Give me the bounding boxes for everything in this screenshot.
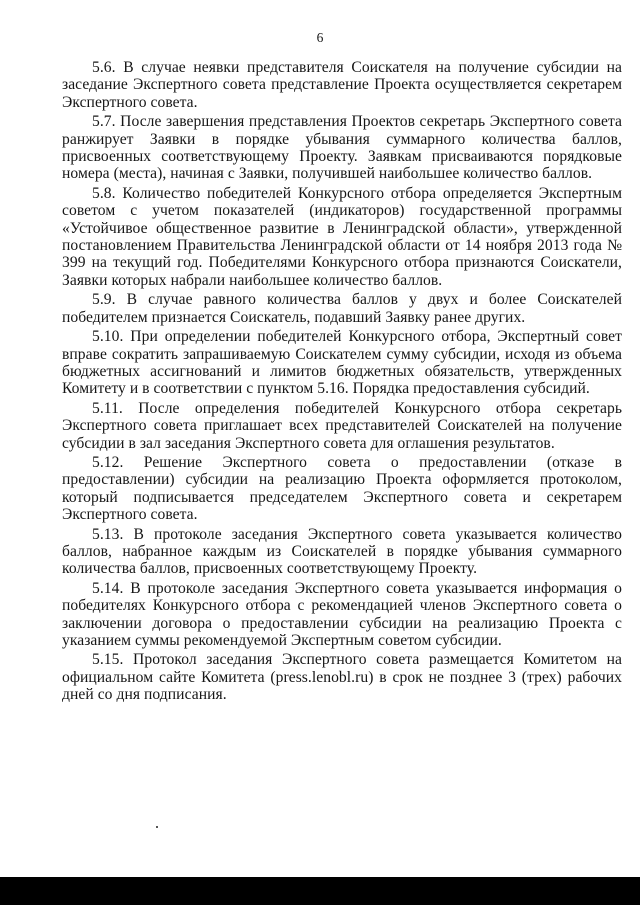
scan-bottom-edge [0,877,640,905]
paragraph-5-7: 5.7. После завершения представления Проектов секретарь Экспертного совета ранжирует Заявки в порядке убывания суммарного количества баллов, присвоенных соответствующему Проекту. Заявкам присваиваются порядковые номера (места), начиная с Заявки, получившей наибольшее количество баллов. [62,113,622,183]
document-body [62,59,622,706]
paragraph-5-6: 5.6. В случае неявки представителя Соискателя на получение субсидии на заседание Экспертного совета представление Проекта осуществляется секретарем Экспертного совета. [62,59,622,111]
scan-speck [156,826,158,828]
paragraph-5-12: 5.12. Решение Экспертного совета о предоставлении (отказе в предоставлении) субсидии на реализацию Проекта оформляется протоколом, который подписывается председателем Экспертного совета и секретарем Экспертного совета. [62,453,622,524]
paragraph-5-14: 5.14. В протоколе заседания Экспертного совета указывается информация о победителях Конкурсного отбора с рекомендацией членов Экспертного совета о заключении договора о предоставлении субсидии на реализацию Проекта с указанием суммы рекомендуемой Экспертным советом субсидии. [62,579,622,649]
paragraph-5-11: 5.11. После определения победителей Конкурсного отбора секретарь Экспертного совета приглашает всех представителей Соискателей на получение субсидии в зал заседания Экспертного совета для оглашения результатов. [62,399,622,452]
paragraph-5-8: 5.8. Количество победителей Конкурсного отбора определяется Экспертным советом с учетом показателей (индикаторов) государственной программы «Устойчивое общественное развитие в Ленинградской области», утвержденной постановлением Правительства Ленинградской области от 14 ноября 2013 года № 399 на текущий год. Победителями Конкурсного отбора признаются Соискатели, Заявки которых набрали наибольшее количество баллов. [62,184,622,289]
page-number: 6 [316,30,324,45]
paragraph-5-9: 5.9. В случае равного количества баллов у двух и более Соискателей победителем признается Соискатель, подавший Заявку ранее других. [62,291,622,326]
paragraph-5-15: 5.15. Протокол заседания Экспертного совета размещается Комитетом на официальном сайте Комитета (press.lenobl.ru) в срок не позднее 3 (трех) рабочих дней со дня подписания. [62,651,622,704]
paragraph-5-10: 5.10. При определении победителей Конкурсного отбора, Экспертный совет вправе сократить запрашиваемую Соискателем сумму субсидии, исходя из объема бюджетных ассигнований и лимитов бюджетных обязательств, утвержденных Комитету и в соответствии с пунктом 5.16. Порядка предоставления субсидий. [62,328,622,398]
paragraph-5-13: 5.13. В протоколе заседания Экспертного совета указывается количество баллов, набранное каждым из Соискателей в порядке убывания суммарного количества баллов, присвоенных соответствующему Проекту. [62,525,622,578]
